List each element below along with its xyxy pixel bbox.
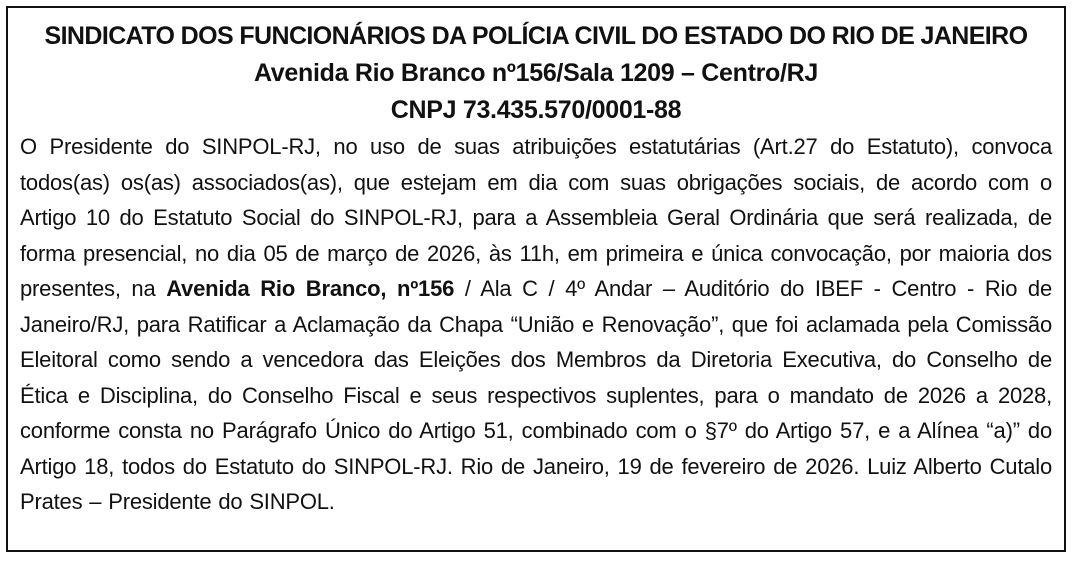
- organization-title: SINDICATO DOS FUNCIONÁRIOS DA POLÍCIA CIVIL DO ESTADO DO RIO DE JANEIRO: [44, 22, 1028, 50]
- body-text-end: / Ala C / 4º Andar – Auditório do IBEF - Centro - Rio de Janeiro/RJ, para Ratificar a Aclamação da Chapa “União e Renovação”, que foi aclamada pela Comissão Eleitoral como sendo a vencedora das Eleições dos Membros da Diretoria Executiva, do Conselho de Ética e Disciplina, do Conselho Fiscal e seus respectivos suplentes, para o mandato de 2026 a 2028, conforme consta no Parágrafo Único do Artigo 51, combinado com o §7º do Artigo 57, e a Alínea “a)” do Artigo 18, todos do Estatuto do SINPOL-RJ. Rio de Janeiro, 19 de fevereiro de 2026. Luiz Alberto Cutalo Prates – Presidente do SINPOL.: [20, 276, 1052, 514]
- address-line: Avenida Rio Branco nº156/Sala 1209 – Centro/RJ: [253, 59, 819, 87]
- cnpj-line: CNPJ 73.435.570/0001-88: [390, 96, 682, 124]
- notice-box: [6, 6, 1066, 552]
- meeting-location: Avenida Rio Branco, nº156: [166, 276, 455, 301]
- body-text-start: O Presidente do SINPOL-RJ, no uso de suas atribuições estatutárias (Art.27 do Estatuto), convoca todos(as) os(as) associados(as), que estejam em dia com suas obrigações sociais, de acordo com o Artigo 10 do Estatuto Social do SINPOL-RJ, para a Assembleia Geral Ordinária que será realizada, de forma presencial, no dia 05 de março de 2026, às 11h, em primeira e única convocação, por maioria dos presentes, na: [20, 134, 1052, 301]
- notice-body: [20, 129, 1052, 520]
